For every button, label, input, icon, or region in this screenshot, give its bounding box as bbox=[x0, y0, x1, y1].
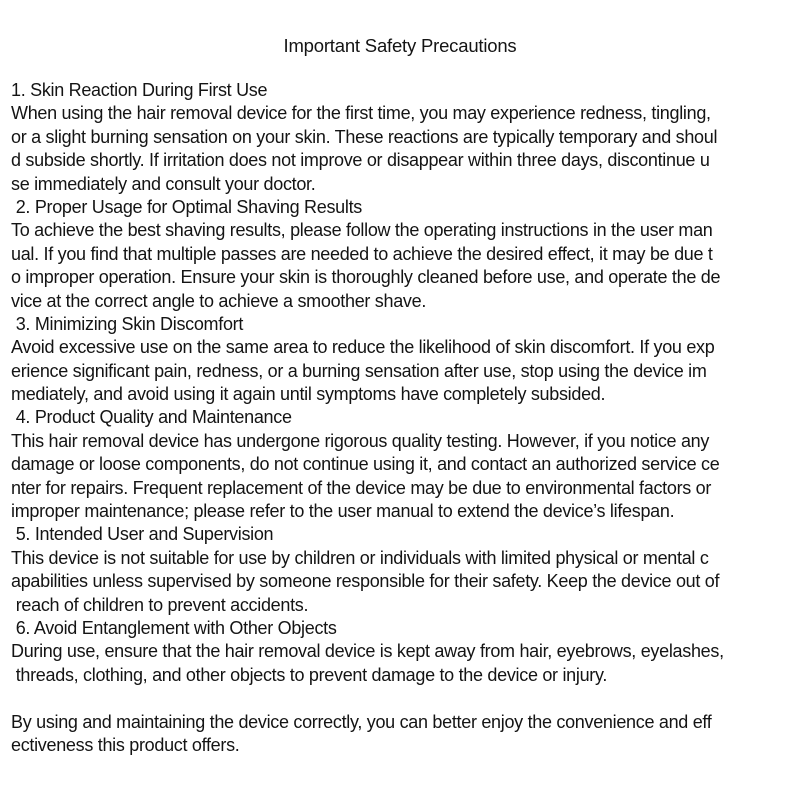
text-line: mediately, and avoid using it again until symptoms have completely subsided. bbox=[11, 384, 606, 405]
text-line: or a slight burning sensation on your skin. These reactions are typically temporary and shoul bbox=[11, 126, 718, 147]
text-line: This device is not suitable for use by children or individuals with limited physical or mental c bbox=[11, 547, 709, 568]
document-body bbox=[11, 79, 796, 757]
text-line: When using the hair removal device for the first time, you may experience redness, tingling, bbox=[11, 103, 711, 124]
text-line: erience significant pain, redness, or a burning sensation after use, stop using the device im bbox=[11, 360, 707, 381]
text-line: 1. Skin Reaction During First Use bbox=[11, 80, 268, 100]
text-line: 5. Intended User and Supervision bbox=[11, 524, 274, 545]
text-line: 4. Product Quality and Maintenance bbox=[11, 407, 292, 428]
text-line: ual. If you find that multiple passes are needed to achieve the desired effect, it may be due t bbox=[11, 243, 713, 264]
text-line: se immediately and consult your doctor. bbox=[11, 173, 316, 194]
text-line: vice at the correct angle to achieve a smoother shave. bbox=[11, 290, 427, 311]
text-line: nter for repairs. Frequent replacement of the device may be due to environmental factors or bbox=[11, 477, 712, 498]
text-line: By using and maintaining the device correctly, you can better enjoy the convenience and eff bbox=[11, 711, 712, 732]
text-line: ectiveness this product offers. bbox=[11, 734, 240, 755]
text-line: damage or loose components, do not continue using it, and contact an authorized service ce bbox=[11, 454, 720, 475]
text-line: 2. Proper Usage for Optimal Shaving Results bbox=[11, 196, 362, 217]
text-line: 3. Minimizing Skin Discomfort bbox=[11, 313, 244, 334]
text-line: During use, ensure that the hair removal device is kept away from hair, eyebrows, eyelashes, bbox=[11, 641, 724, 662]
text-line: To achieve the best shaving results, please follow the operating instructions in the user man bbox=[11, 220, 713, 241]
text-line: improper maintenance; please refer to the user manual to extend the device’s lifespan. bbox=[11, 501, 675, 522]
text-line: 6. Avoid Entanglement with Other Objects bbox=[11, 617, 337, 638]
text-line bbox=[11, 687, 796, 710]
text-line: reach of children to prevent accidents. bbox=[11, 594, 309, 615]
text-line: threads, clothing, and other objects to prevent damage to the device or injury. bbox=[11, 664, 608, 685]
text-line: o improper operation. Ensure your skin is thoroughly cleaned before use, and operate the de bbox=[11, 267, 721, 288]
text-line: Avoid excessive use on the same area to reduce the likelihood of skin discomfort. If you exp bbox=[11, 337, 715, 358]
text-line: This hair removal device has undergone rigorous quality testing. However, if you notice any bbox=[11, 430, 710, 451]
text-line: d subside shortly. If irritation does not improve or disappear within three days, discontinue u bbox=[11, 150, 710, 171]
page-title: Important Safety Precautions bbox=[283, 35, 517, 56]
text-line: apabilities unless supervised by someone responsible for their safety. Keep the device out of bbox=[11, 571, 720, 592]
